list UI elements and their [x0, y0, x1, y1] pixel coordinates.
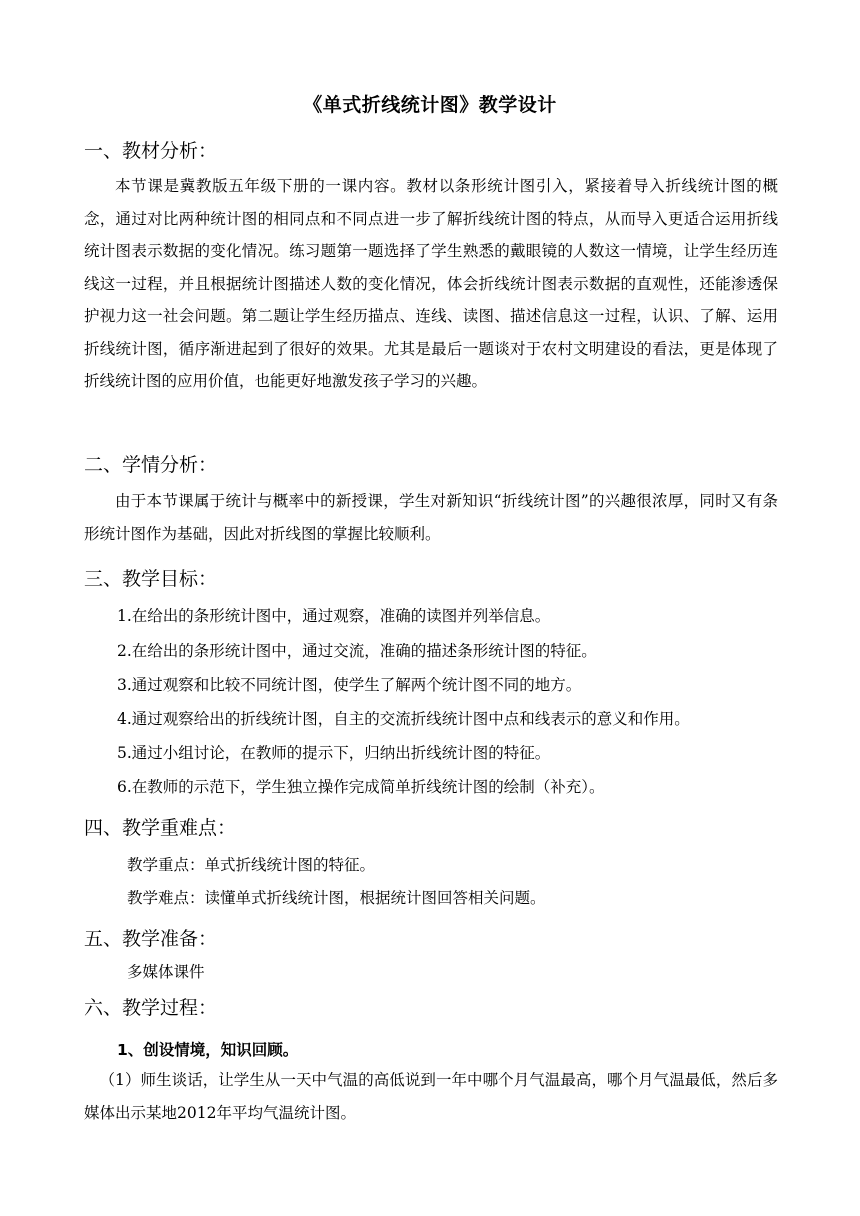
section-heading-textbook-analysis: 一、教材分析：	[84, 140, 218, 162]
goal-item-1: 1.在给出的条形统计图中，通过观察，准确的读图并列举信息。	[117, 607, 551, 625]
difficult-point-text: 教学难点：读懂单式折线统计图，根据统计图回答相关问题。	[127, 889, 546, 907]
section-heading-teaching-goals: 三、教学目标：	[84, 568, 218, 590]
process-step-title: 1、创设情境，知识回顾。	[117, 1041, 299, 1059]
goal-item-4: 4.通过观察给出的折线统计图，自主的交流折线统计图中点和线表示的意义和作用。	[117, 710, 690, 728]
goal-item-2: 2.在给出的条形统计图中，通过交流，准确的描述条形统计图的特征。	[117, 642, 597, 660]
goal-item-3: 3.通过观察和比较不同统计图，使学生了解两个统计图不同的地方。	[117, 676, 582, 694]
textbook-analysis-paragraph: 本节课是冀教版五年级下册的一课内容。教材以条形统计图引入，紧接着导入折线统计图的概念，通过对比两种统计图的相同点和不同点进一步了解折线统计图的特点，从而导入更适合运用折线统计图表示数据的变化情况。练习题第一题选择了学生熟悉的戴眼镜的人数这一情境，让学生经历连线这一过程，并且根据统计图描述人数的变化情况，体会折线统计图表示数据的直观性，还能渗透保护视力这一社会问题。第二题让学生经历描点、连线、读图、描述信息这一过程，认识、了解、运用折线统计图，循序渐进起到了很好的效果。尤其是最后一题谈对于农村文明建设的看法，更是体现了折线统计图的应用价值，也能更好地激发孩子学习的兴趣。	[84, 177, 778, 390]
section-heading-key-points: 四、教学重难点：	[84, 817, 237, 839]
preparation-content: 多媒体课件	[127, 963, 205, 981]
process-step-paragraph: （1）师生谈话，让学生从一天中气温的高低说到一年中哪个月气温最高，哪个月气温最低，然后多媒体出示某地2012年平均气温统计图。	[84, 1071, 778, 1122]
section-heading-student-analysis: 二、学情分析：	[84, 454, 218, 476]
document-title: 《单式折线统计图》教学设计	[303, 94, 557, 116]
student-analysis-paragraph: 由于本节课属于统计与概率中的新授课，学生对新知识“折线统计图”的兴趣很浓厚，同时又有条形统计图作为基础，因此对折线图的掌握比较顺利。	[84, 492, 778, 543]
goal-item-5: 5.通过小组讨论，在教师的提示下，归纳出折线统计图的特征。	[117, 744, 551, 762]
section-heading-preparation: 五、教学准备：	[84, 928, 218, 950]
key-point-text: 教学重点：单式折线统计图的特征。	[127, 856, 376, 874]
goal-item-6: 6.在教师的示范下，学生独立操作完成简单折线统计图的绘制（补充）。	[117, 778, 605, 796]
section-heading-teaching-process: 六、教学过程：	[84, 997, 218, 1019]
